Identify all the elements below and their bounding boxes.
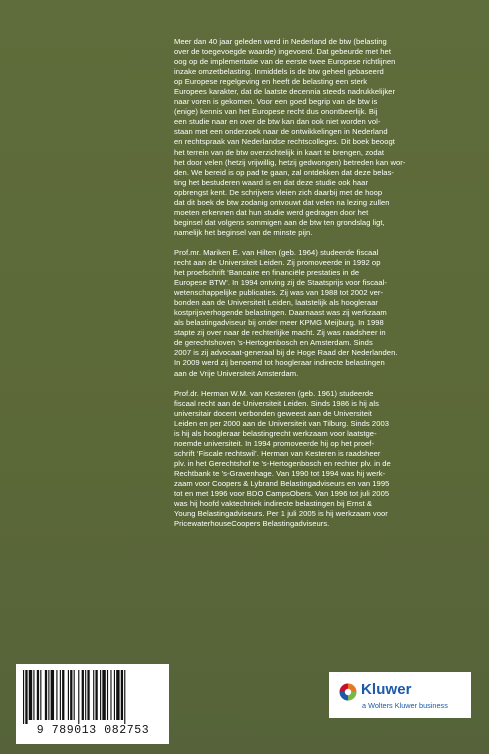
barcode-bar — [70, 670, 72, 720]
barcode-bar — [110, 670, 111, 720]
barcode-bar — [25, 670, 27, 724]
barcode-bar — [107, 670, 108, 720]
barcode-bar — [45, 670, 47, 720]
blurb-paragraph-intro: Meer dan 40 jaar geleden werd in Nederland de btw (belasting over de toegevoegde waarde) ingevoerd. Dat gebeurde met het oog op de implementatie van de eerste twee Europese richtlijnen inzake omzetbelasting. Inmiddels is de btw geheel gebaseerd op Europese regelgeving en heeft de belasting een sterk Europees karakter, dat de laatste decennia steeds nadrukkelijker naar voren is gekomen. Voor een goed begrip van de btw is (enige) kennis van het Europese recht dus onontbeerlijk. Bij een studie naar en over de btw kan dan ook niet worden vol- staan met een onderzoek naar de ontwikkelingen in Nederland en rechtspraak van Nederlandse rechtscolleges. Dit boek beoogt het terrein van de btw overzichtelijk in kaart te brengen, zodat het door velen (hetzij vrijwillig, hetzij gedwongen) betreden kan wor- den. We bereid is op pad te gaan, zal ontdekken dat deze belas- ting het bestuderen waard is en dat deze studie ook haar opbrengst kent. De schrijvers vleien zich daarbij met de hoop dat dit boek de btw zodanig ontvouwt dat velen na lezing zullen moeten erkennen dat hun studie werd gedragen door het beginsel dat volgens sommigen aan de btw ten grondslag ligt, namelijk het beginsel van de minste pijn. — [174, 37, 406, 237]
author-bio-van-kesteren: Prof.dr. Herman W.M. van Kesteren (geb. 1961) studeerde fiscaal recht aan de Universiteit Leiden. Sinds 1986 is hij als universitair docent verbonden geweest aan de Universiteit Leiden en per 2000 aan de Universiteit van Tilburg. Sinds 2003 is hij als hoogleraar belastingrecht werkzaam voor laatstge- noemde universiteit. In 1994 promoveerde hij op het proef- schrift ‘Fiscale rechtswil’. Herman van Kesteren is raadsheer plv. in het Gerechtshof te ’s-Hertogenbosch en rechter plv. in de Rechtbank te ’s-Gravenhage. Van 1990 tot 1994 was hij werk- zaam voor Coopers & Lybrand Belastingadviseurs en van 1995 tot en met 1996 voor BDO CampsObers. Van 1996 tot juli 2005 was hij hoofd vaktechniek indirecte belastingen bij Ernst & Young Belastingadviseurs. Per 1 juli 2005 is hij werkzaam voor PricewaterhouseCoopers Belastingadviseurs. — [174, 388, 391, 529]
kluwer-globe-icon — [339, 683, 357, 701]
barcode-bar — [121, 670, 123, 720]
barcode-bar — [93, 670, 94, 720]
barcode-bar — [82, 670, 84, 720]
barcode-bar — [85, 670, 86, 720]
blurb-text-column — [174, 37, 464, 539]
publisher-tagline: a Wolters Kluwer business — [362, 701, 448, 710]
barcode-bar — [48, 670, 49, 720]
barcode-bar — [100, 670, 101, 720]
author-bio-van-hilten: Prof.mr. Mariken E. van Hilten (geb. 1964) studeerde fiscaal recht aan de Universiteit Leiden. Zij promoveerde in 1992 op het proefschrift ‘Bancaire en financiële prestaties in de Europese BTW’. In 1994 ontving zij de Staatsprijs voor fiscaal- wetenschappelijke publicaties. Zij was van 1988 tot 2002 ver- bonden aan de Universiteit Leiden, laatstelijk als hoogleraar kostprijsverhogende belastingen. Daarnaast was zij werkzaam als belastingadviseur bij onder meer KPMG Meijburg. In 1998 stapte zij over naar de rechterlijke macht. Zij was raadsheer in de gerechtshoven ’s-Hertogenbosch en Amsterdam. Sinds 2007 is zij advocaat-generaal bij de Hoge Raad der Nederlanden. In 2009 werd zij benoemd tot hoogleraar indirecte belastingen aan de Vrije Universiteit Amsterdam. — [174, 247, 398, 378]
barcode-bar — [68, 670, 69, 720]
barcode-bar — [102, 670, 105, 720]
barcode-bar — [56, 670, 57, 720]
barcode-bar — [37, 670, 39, 720]
barcode-bar — [40, 670, 41, 720]
barcode-bar — [124, 670, 125, 724]
barcode-bar — [95, 670, 97, 720]
barcode-bar — [23, 670, 24, 724]
isbn-number: 9 789013 082753 — [36, 724, 150, 737]
barcode-bar — [62, 670, 64, 720]
barcode-bar — [29, 670, 32, 720]
publisher-name: Kluwer — [361, 681, 412, 698]
barcode-bar — [116, 670, 119, 720]
publisher-logo — [329, 672, 471, 718]
barcode-bar — [78, 670, 79, 724]
barcode-bars — [23, 670, 162, 724]
barcode-bar — [87, 670, 89, 720]
barcode-bar — [51, 670, 54, 720]
barcode-bar — [60, 670, 61, 720]
barcode-bar — [114, 670, 115, 720]
isbn-barcode — [16, 664, 169, 744]
barcode-bar — [33, 670, 34, 720]
barcode-bar — [74, 670, 75, 720]
